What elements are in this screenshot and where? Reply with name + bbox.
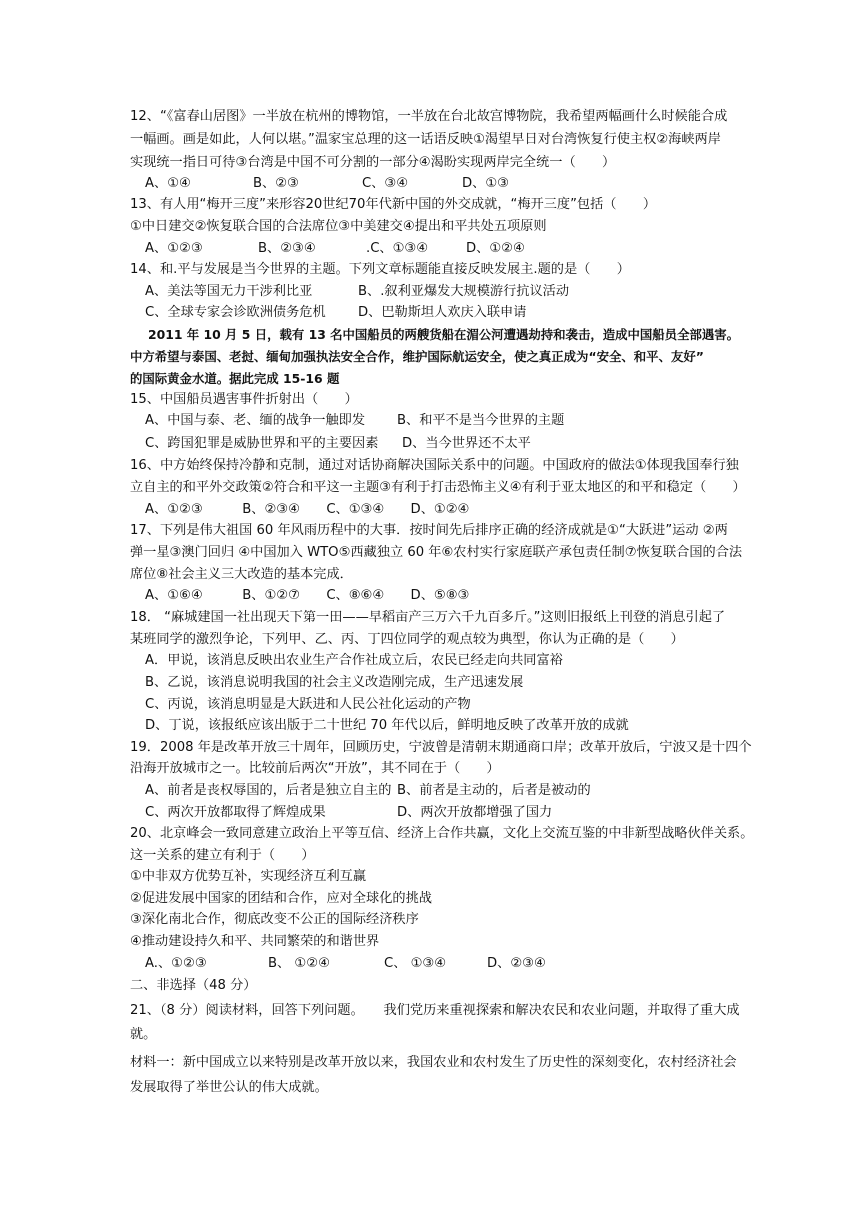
q20-option-a: A.、①②③ (145, 956, 207, 971)
q18-option-b: B、乙说，该消息说明我国的社会主义改造刚完成，生产迅速发展 (145, 675, 524, 690)
q19-option-b: B、前者是主动的，后者是被动的 (397, 783, 591, 798)
q15-option-a: A、中国与泰、老、缅的战争一触即发 (145, 413, 366, 428)
q18-line-2: 某班同学的激烈争论，下列甲、乙、丙、丁四位同学的观点较为典型，你认为正确的是（ ） (130, 632, 684, 647)
q18-option-c: C、丙说，该消息明显是大跃进和人民公社化运动的产物 (145, 697, 471, 712)
q13-option-c: .C、①③④ (366, 241, 429, 256)
q18-line-1: 18． “麻城建国一社出现天下第一田——早稻亩产三万六千九百多斤。”这则旧报纸上刊登的消息引起了 (130, 610, 726, 625)
q15-option-d: D、当今世界还不太平 (402, 436, 531, 451)
q19-option-c: C、两次开放都取得了辉煌成果 (145, 805, 326, 820)
q12-line-1: 12、“《富春山居图》一半放在杭州的博物馆，一半放在台北故宫博物院，我希望两幅画什么时候能合成 (130, 109, 728, 124)
material-line-3: 的国际黄金水道。据此完成 15-16 题 (130, 371, 340, 386)
q15-option-b: B、和平不是当今世界的主题 (397, 413, 565, 428)
q12-line-3: 实现统一指日可待③台湾是中国不可分割的一部分④渴盼实现两岸完全统一（ ） (130, 155, 616, 170)
q12-line-2: 一幅画。画是如此，人何以堪。”温家宝总理的这一话语反映①渴望早日对台湾恢复行使主权②海峡两岸 (130, 132, 721, 147)
q13-line-1: 13、有人用“梅开三度”来形容20世纪70年代新中国的外交成就，“梅开三度”包括（ ） (130, 197, 657, 212)
q20-item-1: ①中非双方优势互补，实现经济互利互赢 (130, 869, 367, 884)
q14-option-c: C、全球专家会诊欧洲债务危机 (145, 305, 326, 320)
q15-line-1: 15、中国船员遇害事件折射出（ ） (130, 392, 358, 407)
q18-option-d: D、丁说，该报纸应该出版于二十世纪 70 年代以后，鲜明地反映了改革开放的成就 (145, 718, 629, 733)
q17-line-2: 弹一星③澳门回归 ④中国加入 WTO⑤西藏独立 60 年⑥农村实行家庭联产承包责任制⑦恢复联合国的合法 (130, 545, 743, 560)
q20-option-c: C、 ①③④ (384, 956, 447, 971)
q12-option-a: A、①④ (145, 176, 191, 191)
q20-option-d: D、②③④ (487, 956, 546, 971)
q17-options: A、①⑥④ B、①②⑦ C、⑧⑥④ D、⑤⑧③ (145, 588, 470, 603)
q21-material-1-line-2: 发展取得了举世公认的伟大成就。 (130, 1080, 328, 1095)
q20-item-3: ③深化南北合作，彻底改变不公正的国际经济秩序 (130, 912, 419, 927)
q16-options: A、①②③ B、②③④ C、①③④ D、①②④ (145, 502, 470, 517)
q20-line-2: 这一关系的建立有利于（ ） (130, 848, 315, 863)
q14-option-a: A、美法等国无力干涉利比亚 (145, 284, 313, 299)
q20-item-2: ②促进发展中国家的团结和合作，应对全球化的挑战 (130, 891, 432, 906)
q19-option-d: D、两次开放都增强了国力 (397, 805, 553, 820)
q12-option-d: D、①③ (462, 176, 509, 191)
q13-option-d: D、①②④ (466, 241, 525, 256)
q14-line-1: 14、和.平与发展是当今世界的主题。下列文章标题能直接反映发展主.题的是（ ） (130, 262, 630, 277)
q19-line-2: 沿海开放城市之一。比较前后两次“开放”，其不同在于（ ） (130, 761, 500, 776)
q16-line-1: 16、中方始终保持冷静和克制，通过对话协商解决国际关系中的问题。中国政府的做法①体现我国奉行独 (130, 458, 739, 473)
q21-line-2: 就。 (130, 1027, 157, 1042)
q21-line-1: 21、（8 分）阅读材料，回答下列问题。 我们党历来重视探索和解决农民和农业问题，并取得了重大成 (130, 1003, 740, 1018)
q19-line-1: 19．2008 年是改革开放三十周年，回顾历史，宁波曾是清朝末期通商口岸；改革开放后，宁波又是十四个 (130, 740, 752, 755)
q12-option-c: C、③④ (362, 176, 409, 191)
q13-option-a: A、①②③ (145, 241, 203, 256)
q19-option-a: A、前者是丧权辱国的，后者是独立自主的 (145, 783, 392, 798)
q20-item-4: ④推动建设持久和平、共同繁荣的和谐世界 (130, 934, 380, 949)
q17-line-3: 席位⑧社会主义三大改造的基本完成． (130, 567, 353, 582)
section-2-title: 二、非选择（48 分） (130, 978, 257, 993)
q13-line-2: ①中日建交②恢复联合国的合法席位③中美建交④提出和平共处五项原则 (130, 219, 547, 234)
q18-option-a: A．甲说，该消息反映出农业生产合作社成立后，农民已经走向共同富裕 (145, 653, 563, 668)
q13-option-b: B、②③④ (258, 241, 316, 256)
q14-option-d: D、巴勒斯坦人欢庆入联申请 (358, 305, 527, 320)
material-line-1: 2011 年 10 月 5 日，载有 13 名中国船员的两艘货船在湄公河遭遇劫持和袭击，造成中国船员全部遇害。 (148, 327, 740, 342)
q17-line-1: 17、下列是伟大祖国 60 年风雨历程中的大事．按时间先后排序正确的经济成就是①“大跃进”运动 ②两 (130, 523, 728, 538)
q16-line-2: 立自主的和平外交政策②符合和平这一主题③有利于打击恐怖主义④有利于亚太地区的和平和稳定（ ） (130, 480, 746, 495)
q15-option-c: C、跨国犯罪是威胁世界和平的主要因素 (145, 436, 379, 451)
q20-option-b: B、 ①②④ (268, 956, 330, 971)
q14-option-b: B、.叙利亚爆发大规模游行抗议活动 (358, 284, 570, 299)
q12-option-b: B、②③ (253, 176, 299, 191)
material-line-2: 中方希望与泰国、老挝、缅甸加强执法安全合作，维护国际航运安全，使之真正成为“安全、和平、友好” (130, 349, 704, 364)
q20-line-1: 20、北京峰会一致同意建立政治上平等互信、经济上合作共赢，文化上交流互鉴的中非新型战略伙伴关系。 (130, 826, 754, 841)
q21-material-1-line-1: 材料一：新中国成立以来特别是改革开放以来，我国农业和农村发生了历史性的深刻变化，农村经济社会 (130, 1055, 737, 1070)
